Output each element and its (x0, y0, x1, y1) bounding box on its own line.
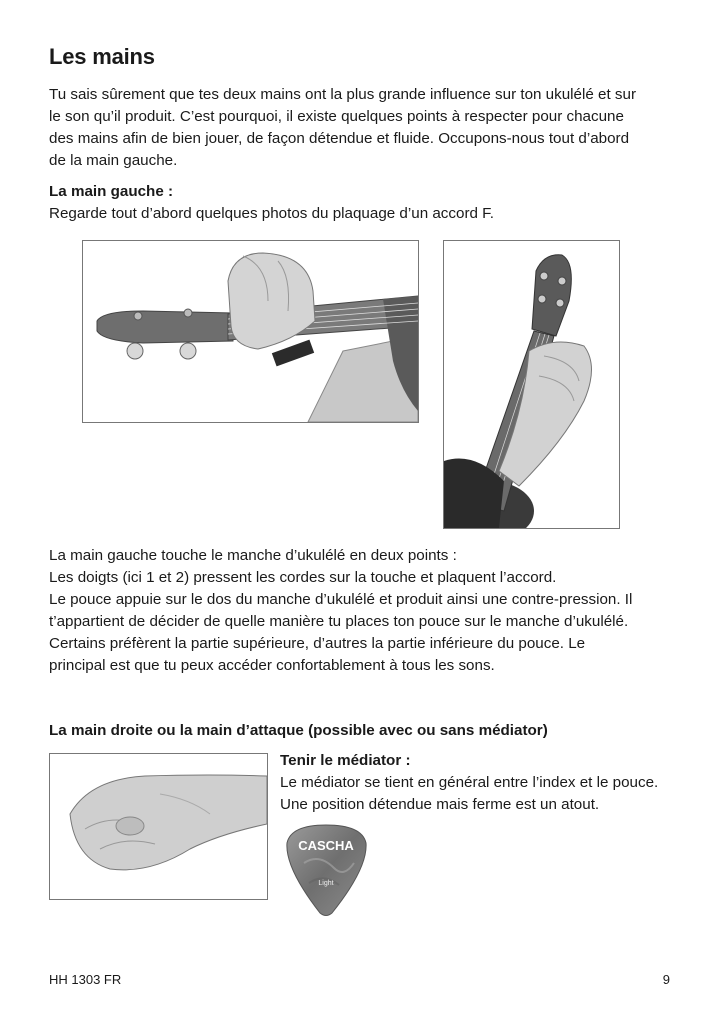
intro-line: des mains afin de bien jouer, de façon détendue et fluide. Occupons-nous tout d’abord (49, 130, 630, 147)
hand-holding-pick-photo (50, 754, 267, 899)
right-hand-photo (49, 753, 268, 900)
intro-line: le son qu’il produit. C’est pourquoi, il existe quelques points à respecter pour chacune (49, 108, 624, 125)
left-hand-intro (49, 181, 677, 225)
body-line: t’appartient de décider de quelle manière tu places ton pouce sur le manche d’ukulélé. (49, 613, 629, 630)
body-line: Certains préfèrent la partie supérieure, d’autres la partie inférieure du pouce. Le (49, 635, 586, 652)
left-hand-body (49, 545, 677, 677)
guitar-pick (284, 823, 369, 918)
guitar-pick-icon (284, 823, 369, 918)
pick-line: Le médiator se tient en général entre l’index et le pouce. (280, 774, 659, 791)
left-hand-caption: Regarde tout d’abord quelques photos du plaquage d’un accord F. (49, 205, 494, 222)
page-number: 9 (662, 972, 670, 987)
ukulele-neck-photo (83, 241, 418, 422)
left-hand-photo-side (82, 240, 419, 423)
pick-label: Light (318, 880, 334, 887)
pick-line: Une position détendue mais ferme est un atout. (280, 796, 600, 813)
left-hand-photo-front (443, 240, 620, 529)
intro-paragraph (49, 84, 677, 172)
page-title: Les mains (49, 44, 155, 69)
right-hand-heading: La main droite ou la main d’attaque (possible avec ou sans médiator) (49, 722, 548, 739)
body-line: Les doigts (ici 1 et 2) pressent les cordes sur la touche et plaquent l’accord. (49, 569, 557, 586)
pick-text (280, 750, 680, 816)
footer-code: HH 1303 FR (49, 972, 122, 987)
pick-sub-heading: Tenir le médiator : (280, 752, 411, 769)
body-line: principal est que tu peux accéder confortablement à tous les sons. (49, 657, 495, 674)
intro-line: de la main gauche. (49, 152, 178, 169)
left-hand-heading: La main gauche : (49, 183, 174, 200)
body-line: La main gauche touche le manche d’ukulélé en deux points : (49, 547, 457, 564)
intro-line: Tu sais sûrement que tes deux mains ont la plus grande influence sur ton ukulélé et sur (49, 86, 637, 103)
body-line: Le pouce appuie sur le dos du manche d’ukulélé et produit ainsi une contre-pression. Il (49, 591, 633, 608)
ukulele-front-photo (444, 241, 619, 528)
pick-brand: CASCHA (298, 838, 354, 853)
